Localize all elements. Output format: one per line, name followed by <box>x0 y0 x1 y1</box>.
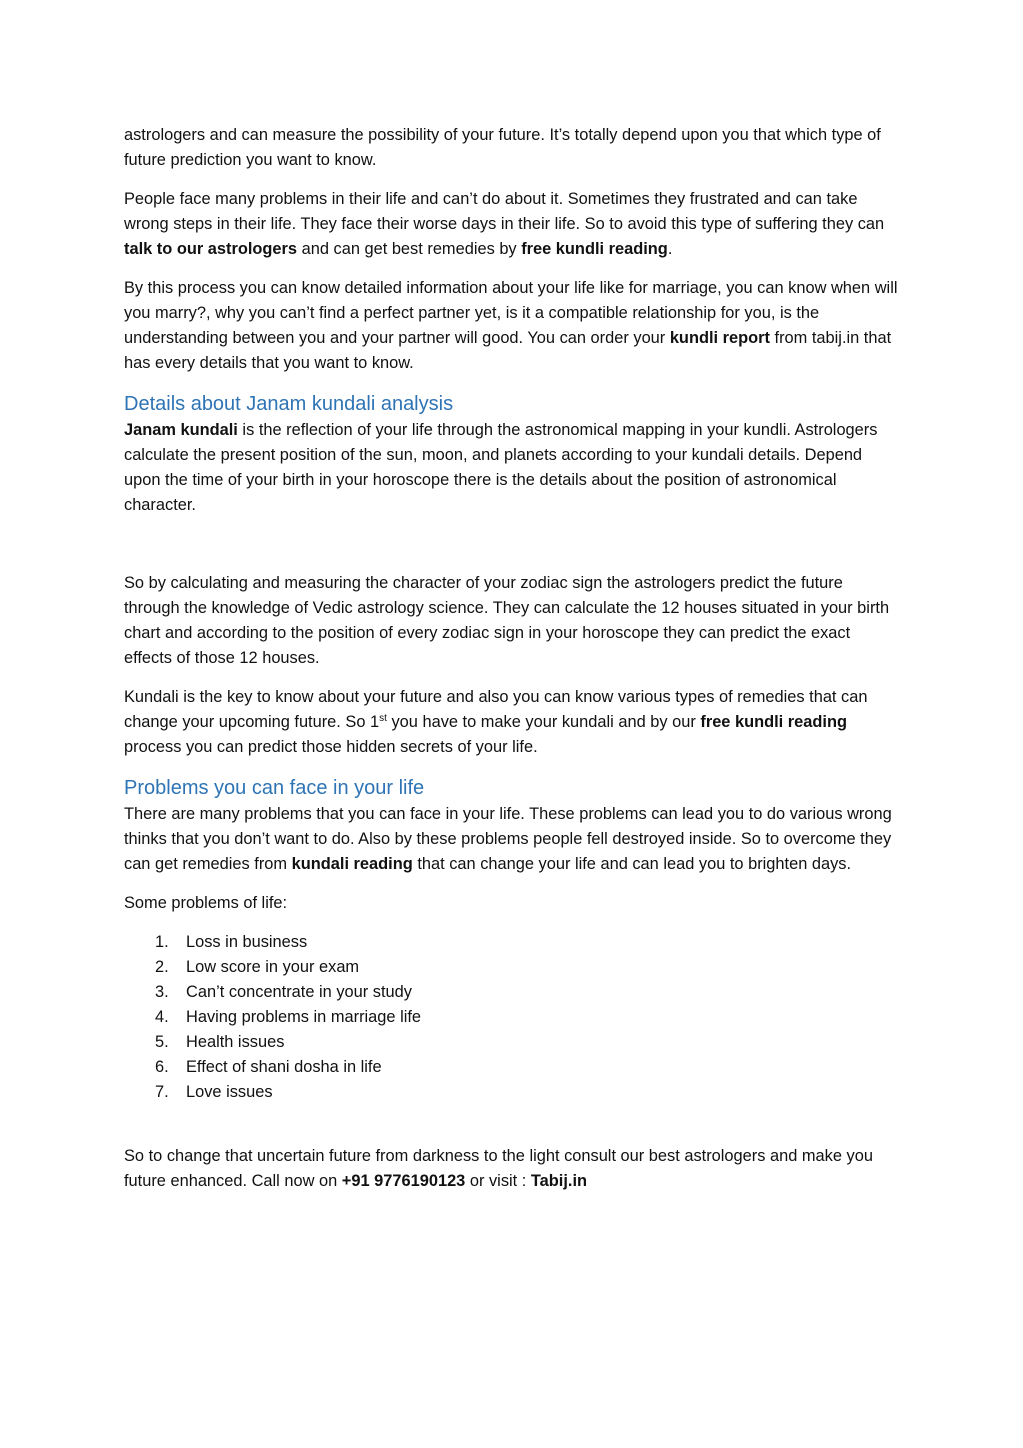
paragraph-text: There are many problems that you can face in your life. These problems can lead you to do various wrong thinks that you don’t want to do. Also by these problems people fell destroyed inside. So to overcome they can get remedies from <box>124 805 892 873</box>
paragraph-text: process you can predict those hidden secrets of your life. <box>124 738 538 756</box>
bold-free-kundli-reading: free kundli reading <box>700 713 847 731</box>
list-number: 5. <box>155 1033 169 1051</box>
list-number: 6. <box>155 1058 169 1076</box>
list-item-text: Loss in business <box>186 933 308 951</box>
paragraph-some-problems <box>124 891 899 916</box>
list-item <box>124 930 899 955</box>
list-item-text: Health issues <box>186 1033 285 1051</box>
bold-kundli-report: kundli report <box>669 329 770 347</box>
list-number: 1. <box>155 933 169 951</box>
paragraph-text: or visit : <box>465 1172 531 1190</box>
list-item-text: Can’t concentrate in your study <box>186 983 412 1001</box>
list-number: 3. <box>155 983 169 1001</box>
heading-problems: Problems you can face in your life <box>124 777 425 799</box>
paragraph-problems-intro <box>124 187 899 262</box>
list-item <box>124 980 899 1005</box>
bold-website: Tabij.in <box>530 1172 588 1190</box>
paragraph-text: Kundali is the key to know about your future and also you can know various types of remedies that can change your upcoming future. So 1 <box>124 688 868 731</box>
paragraph-janam-kundali <box>124 418 899 518</box>
list-item-text: Low score in your exam <box>186 958 360 976</box>
paragraph-text: . <box>667 240 673 258</box>
list-item-text: Effect of shani dosha in life <box>186 1058 382 1076</box>
paragraph-call-to-action <box>124 1144 899 1194</box>
bold-janam-kundali: Janam kundali <box>124 421 238 439</box>
paragraph-zodiac <box>124 571 899 671</box>
paragraph-text: So by calculating and measuring the character of your zodiac sign the astrologers predict the future through the knowledge of Vedic astrology science. They can calculate the 12 houses situated in your birth chart and according to the position of every zodiac sign in your horoscope they can predict the exact effects of those 12 houses. <box>124 574 890 667</box>
paragraph-text: By this process you can know detailed information about your life like for marriage, you can know when will you marry?, why you can’t find a perfect partner yet, is it a compatible relationship for you, is the understanding between you and your partner will good. You can order your <box>124 279 898 347</box>
list-item <box>124 1030 899 1055</box>
paragraph-problems <box>124 802 899 877</box>
list-item <box>124 1055 899 1080</box>
blank-line <box>124 1105 899 1144</box>
blank-line <box>124 532 899 571</box>
paragraph-text: that can change your life and can lead you to brighten days. <box>412 855 852 873</box>
paragraph-text: is the reflection of your life through the astronomical mapping in your kundli. Astrologers calculate the present position of the sun, moon, and planets according to your kundali details. Depend upon the time of your birth in your horoscope there is the details about the position of astronomical character. <box>124 421 878 514</box>
paragraph-intro-continued <box>124 123 899 173</box>
paragraph-text: from tabij.in that has every details that you want to know. <box>124 329 892 372</box>
paragraph-kundali-key <box>124 685 899 760</box>
list-item <box>124 955 899 980</box>
bold-kundali-reading: kundali reading <box>291 855 413 873</box>
list-item-text: Love issues <box>186 1083 273 1101</box>
list-number: 7. <box>155 1083 169 1101</box>
bold-talk-to-astrologers: talk to our astrologers <box>124 240 298 258</box>
list-item-text: Having problems in marriage life <box>186 1008 422 1026</box>
superscript-st: st <box>379 713 387 724</box>
problems-list <box>124 930 899 1105</box>
paragraph-text: Some problems of life: <box>124 894 288 912</box>
paragraph-process <box>124 276 899 376</box>
heading-janam-kundali: Details about Janam kundali analysis <box>124 393 454 415</box>
document-page <box>124 123 899 1208</box>
list-number: 2. <box>155 958 169 976</box>
paragraph-text: and can get best remedies by <box>297 240 522 258</box>
list-number: 4. <box>155 1008 169 1026</box>
paragraph-text: astrologers and can measure the possibility of your future. It’s totally depend upon you that which type of future prediction you want to know. <box>124 126 881 169</box>
paragraph-text: People face many problems in their life and can’t do about it. Sometimes they frustrated and can take wrong steps in their life. They face their worse days in their life. So to avoid this type of suffering they can <box>124 190 885 233</box>
list-item <box>124 1005 899 1030</box>
paragraph-text: So to change that uncertain future from darkness to the light consult our best astrologers and make you future enhanced. Call now on <box>124 1147 873 1190</box>
paragraph-text: you have to make your kundali and by our <box>386 713 701 731</box>
list-item <box>124 1080 899 1105</box>
bold-free-kundli-reading: free kundli reading <box>521 240 668 258</box>
bold-phone-number: +91 9776190123 <box>341 1172 466 1190</box>
